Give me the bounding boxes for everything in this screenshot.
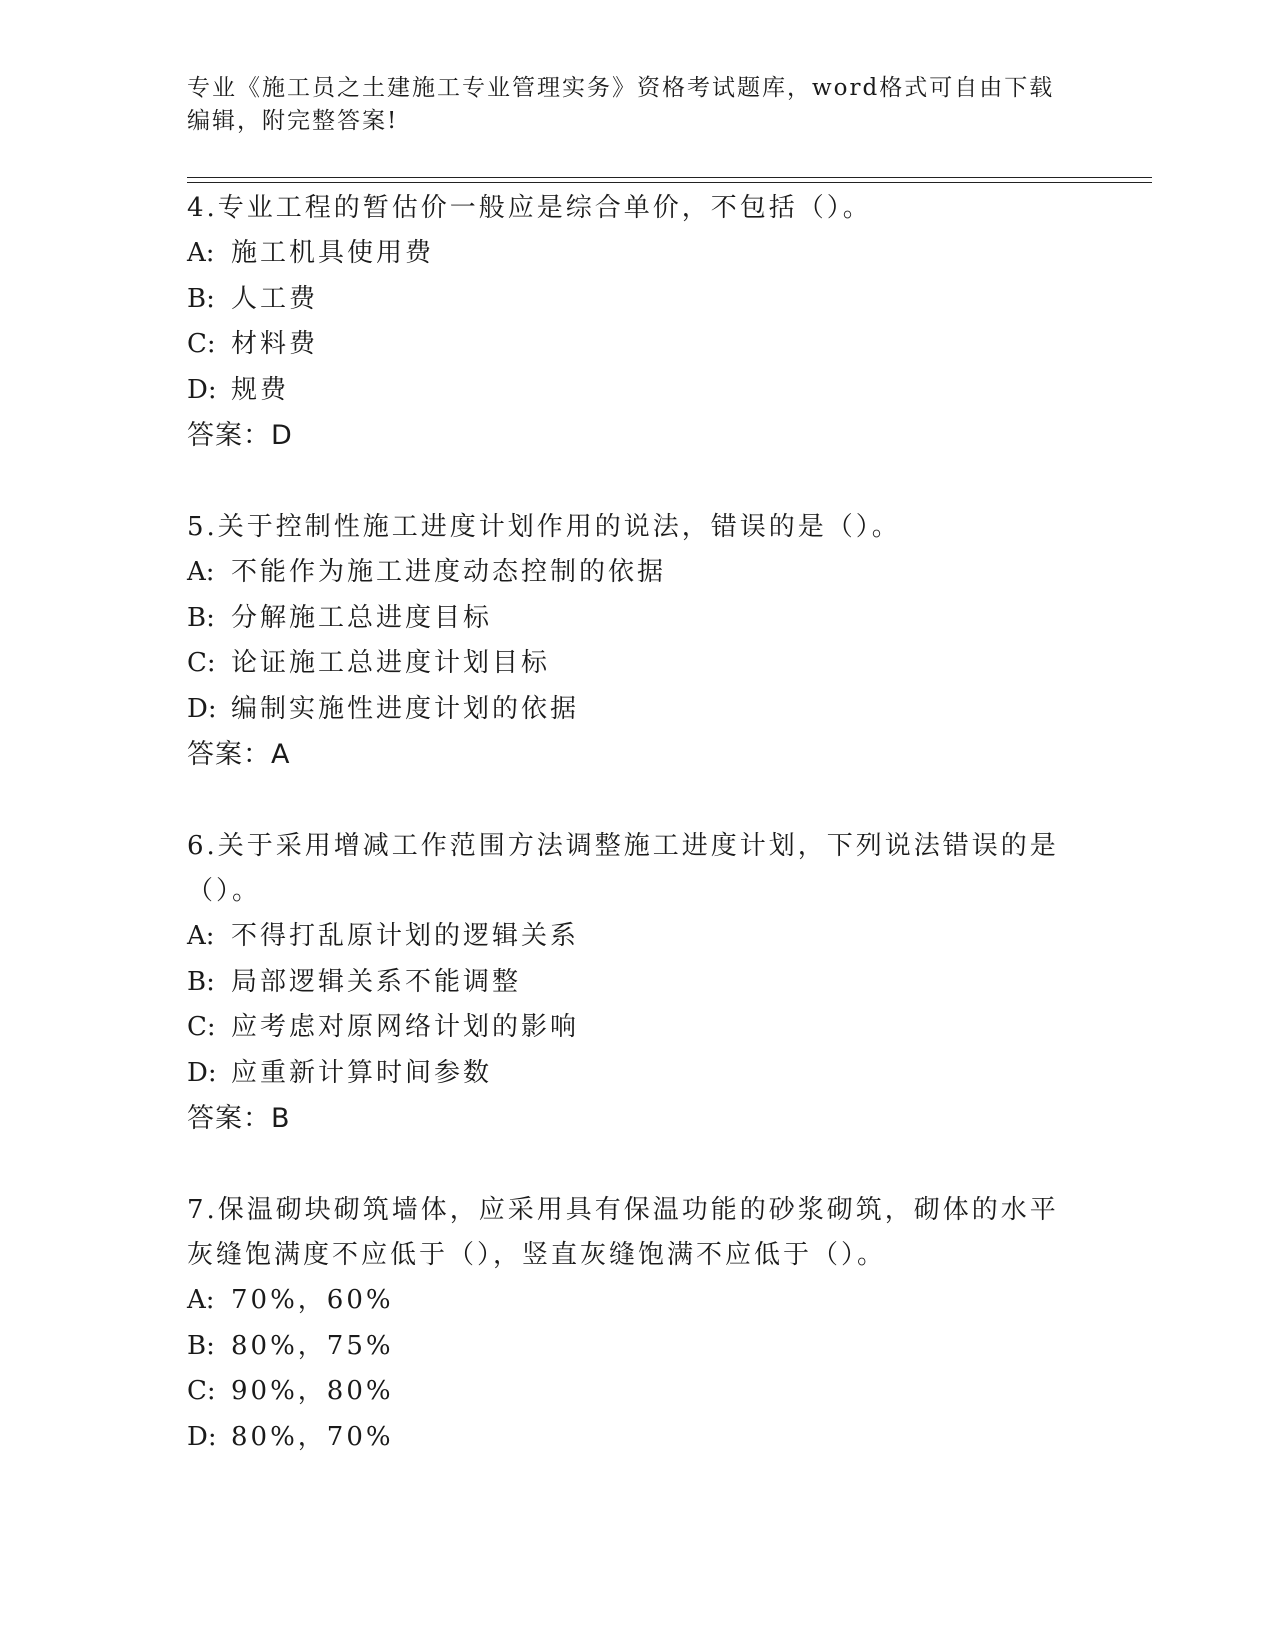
option-key: B: xyxy=(187,602,215,633)
option-text: 论证施工总进度计划目标 xyxy=(231,648,551,678)
option-key: C: xyxy=(187,648,216,678)
header-divider-top xyxy=(187,177,1152,178)
option-a xyxy=(187,1278,1087,1324)
option-text: 80%，70% xyxy=(231,1421,394,1452)
option-b xyxy=(187,1324,1087,1370)
option-key: A: xyxy=(187,238,215,268)
option-key: D: xyxy=(187,693,217,724)
option-b xyxy=(187,596,1087,642)
option-key: B: xyxy=(187,1330,215,1361)
option-c xyxy=(187,1369,1087,1415)
option-text: 施工机具使用费 xyxy=(231,238,435,268)
option-text: 不得打乱原计划的逻辑关系 xyxy=(231,921,580,951)
option-text: 90%，80% xyxy=(231,1376,394,1406)
option-c xyxy=(187,322,1087,368)
option-text: 应考虑对原网络计划的影响 xyxy=(231,1012,580,1042)
header-divider-bottom xyxy=(187,182,1152,183)
option-key: B: xyxy=(187,283,215,314)
option-d xyxy=(187,368,1087,414)
option-key: B: xyxy=(187,966,215,997)
option-key: A: xyxy=(187,557,215,587)
document-intro: 专业《施工员之土建施工专业管理实务》资格考试题库，word格式可自由下载编辑，附完整答案! xyxy=(187,75,1055,134)
option-a xyxy=(187,231,1087,277)
question-gap xyxy=(187,1142,1087,1188)
option-key: C: xyxy=(187,329,216,359)
option-key: C: xyxy=(187,1012,216,1042)
option-text: 不能作为施工进度动态控制的依据 xyxy=(231,557,667,587)
option-a xyxy=(187,914,1087,960)
option-text: 规费 xyxy=(231,374,290,405)
answer-line: 答案：D xyxy=(187,420,293,451)
option-d xyxy=(187,687,1087,733)
option-text: 局部逻辑关系不能调整 xyxy=(231,966,522,997)
question-stem: 4.专业工程的暂估价一般应是综合单价，不包括（）。 xyxy=(187,193,872,223)
answer-line: 答案：B xyxy=(187,1103,291,1134)
option-text: 分解施工总进度目标 xyxy=(231,602,493,633)
option-text: 应重新计算时间参数 xyxy=(231,1057,493,1088)
question-6 xyxy=(187,824,1087,1142)
option-text: 材料费 xyxy=(231,329,319,359)
option-a xyxy=(187,550,1087,596)
option-d xyxy=(187,1415,1087,1461)
question-stem: 5.关于控制性施工进度计划作用的说法，错误的是（）。 xyxy=(187,512,901,542)
option-key: D: xyxy=(187,1421,217,1452)
option-b xyxy=(187,277,1087,323)
option-key: A: xyxy=(187,921,215,951)
option-key: A: xyxy=(187,1285,215,1315)
option-key: D: xyxy=(187,374,217,405)
answer-line: 答案：A xyxy=(187,739,291,770)
question-stem: 7.保温砌块砌筑墙体，应采用具有保温功能的砂浆砌筑，砌体的水平灰缝饱满度不应低于（），竖直灰缝饱满不应低于（）。 xyxy=(187,1195,1059,1270)
option-text: 编制实施性进度计划的依据 xyxy=(231,693,580,724)
option-text: 70%，60% xyxy=(231,1285,394,1315)
option-key: C: xyxy=(187,1376,216,1406)
option-b xyxy=(187,960,1087,1006)
option-text: 80%，75% xyxy=(231,1330,394,1361)
question-list xyxy=(187,186,1087,1460)
option-c xyxy=(187,641,1087,687)
question-5 xyxy=(187,505,1087,778)
option-c xyxy=(187,1005,1087,1051)
question-stem: 6.关于采用增减工作范围方法调整施工进度计划，下列说法错误的是（）。 xyxy=(187,831,1059,906)
option-d xyxy=(187,1051,1087,1097)
option-key: D: xyxy=(187,1057,217,1088)
question-4 xyxy=(187,186,1087,459)
question-gap xyxy=(187,778,1087,824)
option-text: 人工费 xyxy=(231,283,319,314)
question-7 xyxy=(187,1188,1087,1460)
question-gap xyxy=(187,459,1087,505)
